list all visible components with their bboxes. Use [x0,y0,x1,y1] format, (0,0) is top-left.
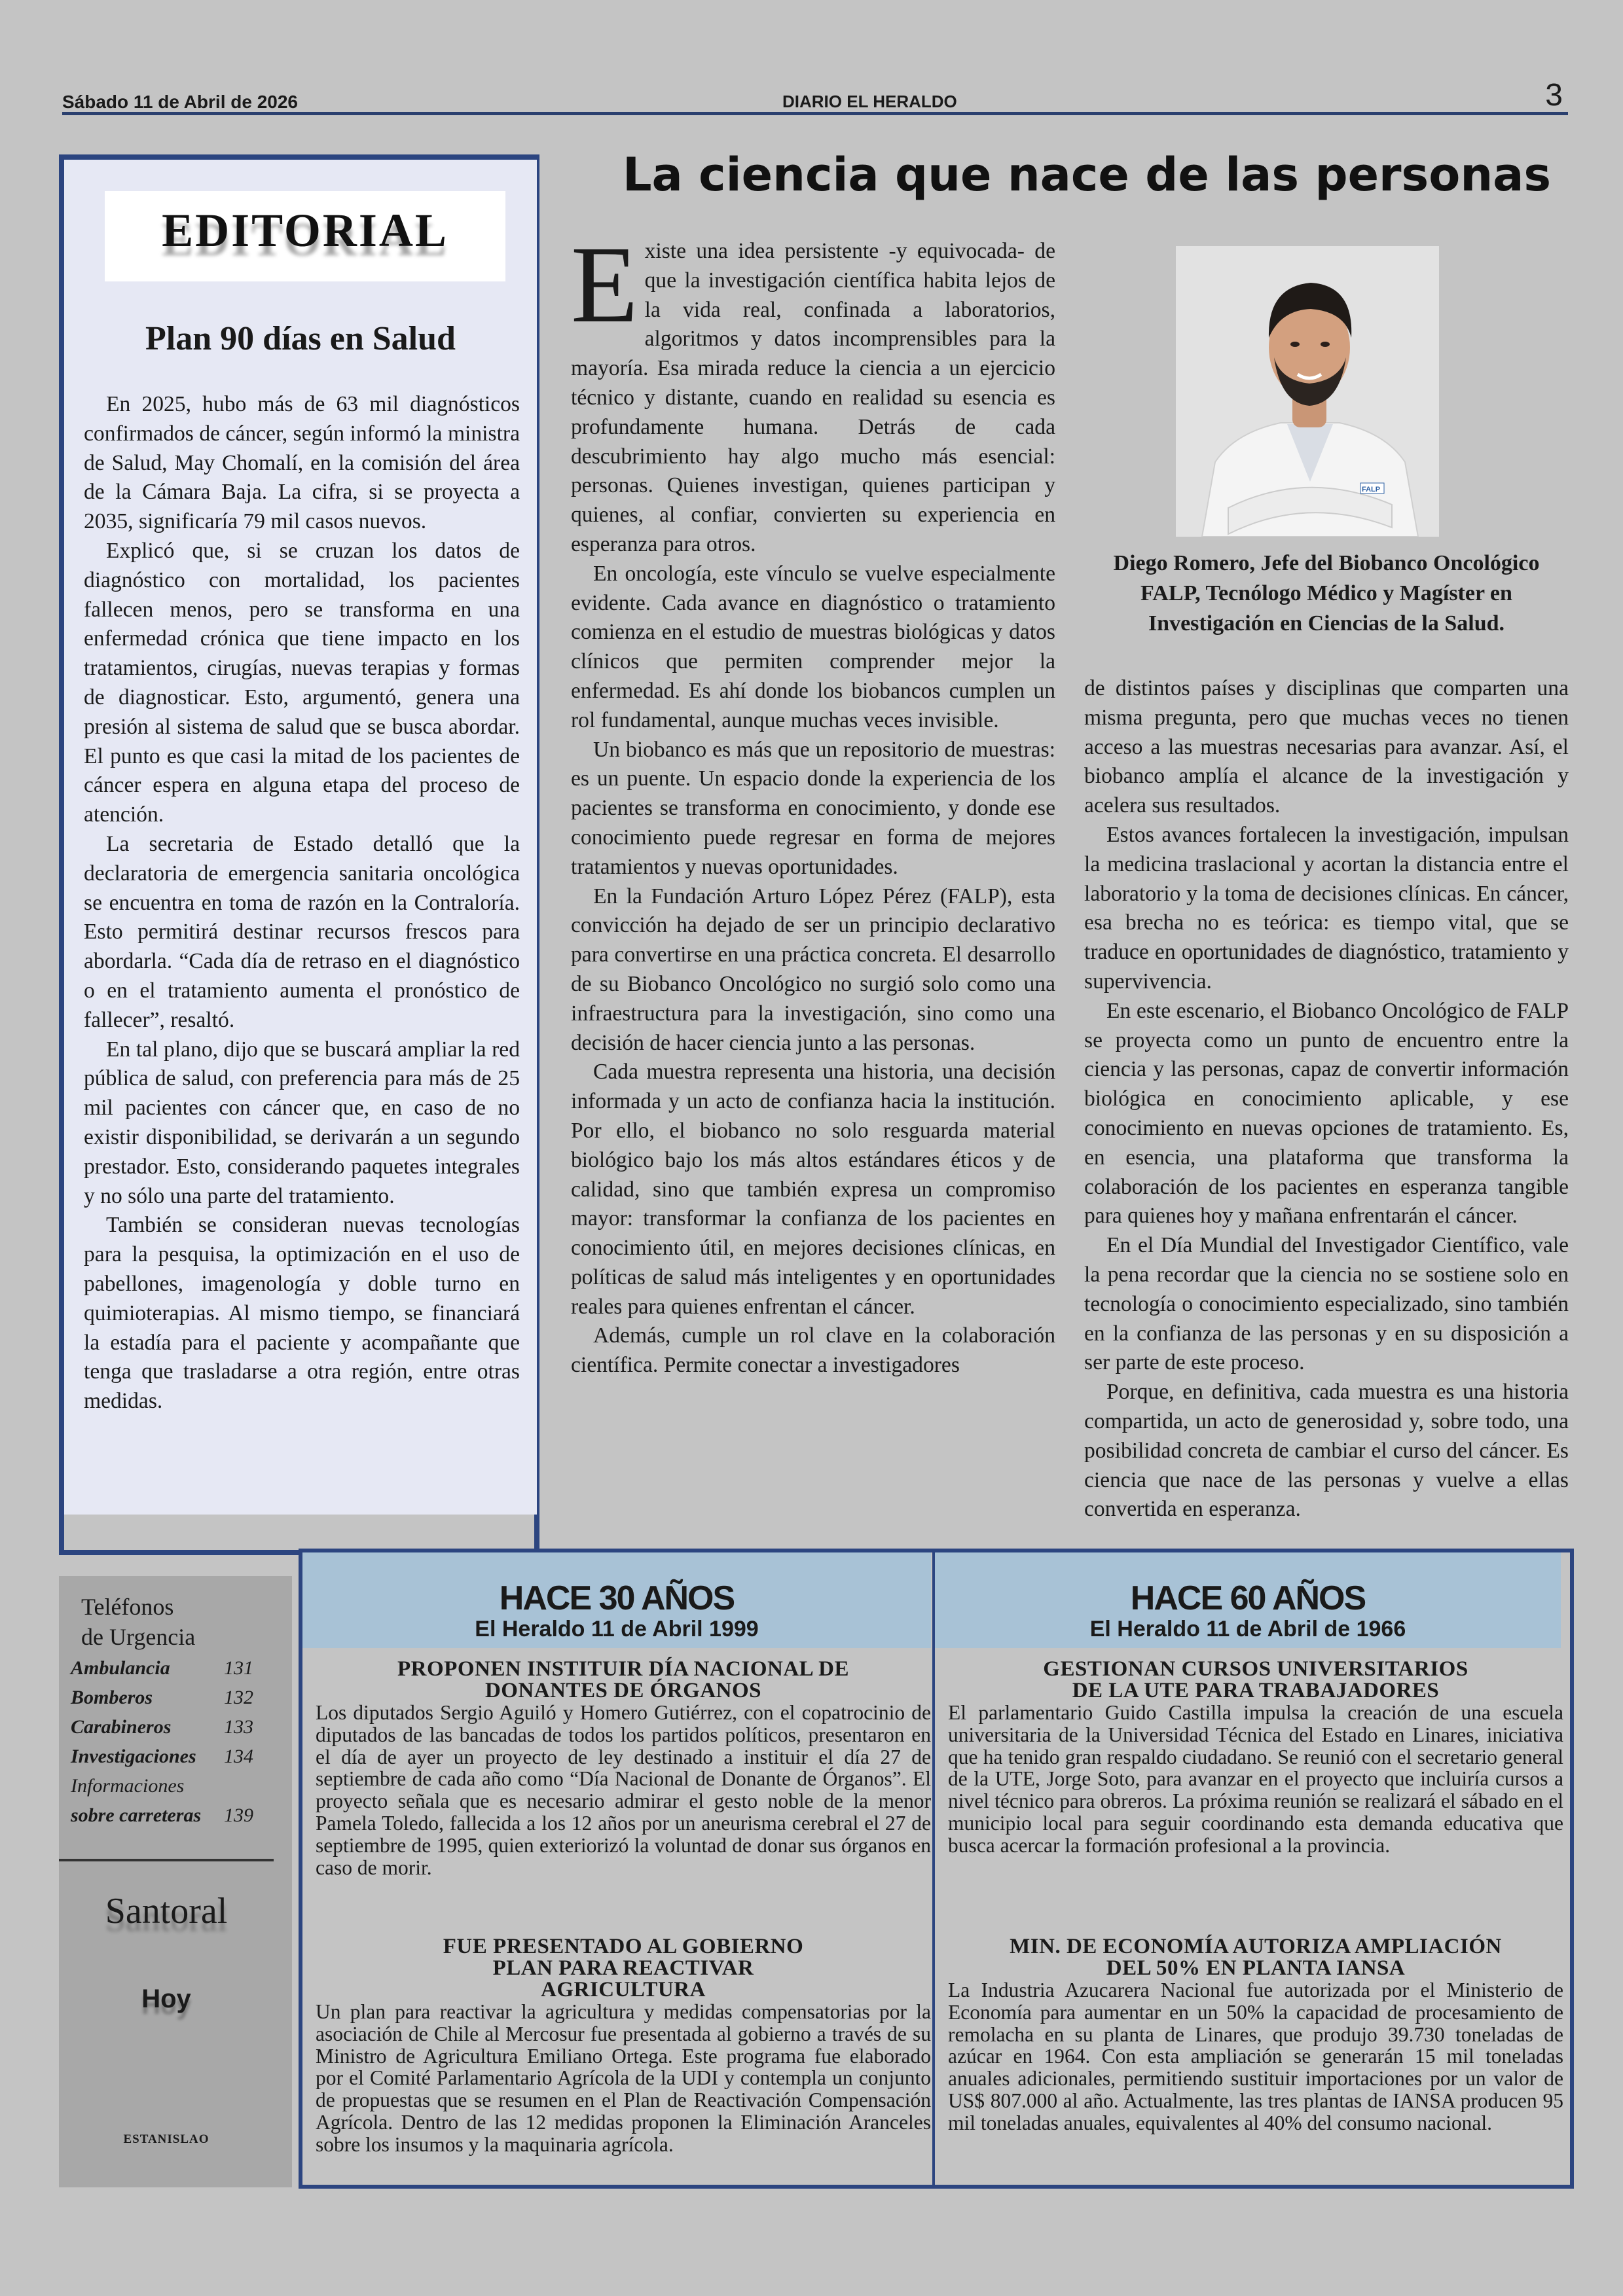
drop-cap: E [571,224,638,346]
saint-name: ESTANISLAO [123,2132,210,2146]
history-item-title: FUE PRESENTADO AL GOBIERNO PLAN PARA REACTIVAR AGRICULTURA [443,1935,804,2001]
history-item-title: PROPONEN INSTITUIR DÍA NACIONAL DE DONANTES DE ÓRGANOS [397,1657,849,1702]
article-paragraph: En el Día Mundial del Investigador Científico, vale la pena recordar que la ciencia no se sostiene solo en tecnología o conocimiento especializado, sino también en la confianza de las personas y en su disposición a ser parte de este proceso. [1084,1233,1569,1375]
history-item [948,1659,1563,1857]
article-paragraph: Estos avances fortalecen la investigación, impulsan la medicina traslacional y acortan la distancia entre el laboratorio y la toma de decisiones clínicas. En cáncer, esa brecha no es teórica: es tiempo vital, que se traduce en oportunidades de diagnóstico, tratamiento y supervivencia. [1084,822,1569,994]
history-subtitle: El Heraldo 11 de Abril de 1966 [1089,1617,1406,1641]
photo-caption: Diego Romero, Jefe del Biobanco Oncológico FALP, Tecnólogo Médico y Magíster en Investigación en Ciencias de la Salud. [1113,551,1540,636]
phone-number: 134 [224,1746,253,1767]
history-item-title: MIN. DE ECONOMÍA AUTORIZA AMPLIACIÓN DEL 50% EN PLANTA IANSA [1010,1935,1502,1980]
article-paragraph: Cada muestra representa una historia, una decisión informada y un acto de confianza hacia la institución. Por ello, el biobanco no solo resguarda material biológico bajo los más altos estándares éticos y de calidad, sino que también expresa un compromiso mayor: transformar la confianza de los pacientes en conocimiento útil, en mejores decisiones clínicas, en políticas de salud más inteligentes y en oportunidades reales para quienes enfrentan el cáncer. [571,1060,1055,1319]
article-first-paragraph [571,224,1055,560]
divider [59,1859,274,1861]
phones-title-line-1: Teléfonos [81,1594,174,1620]
phone-label: Informaciones [71,1775,185,1797]
page-header [62,77,1568,115]
phones-title-line-2: de Urgencia [81,1624,196,1650]
phone-number: 132 [224,1687,253,1708]
phone-row [71,1687,280,1716]
article-paragraph: En este escenario, el Biobanco Oncológico de FALP se proyecta como un punto de encuentro entre la ciencia y las personas, capaz de convertir información biológica en conocimiento aplicable, y ese conocimiento en nuevas opciones de tratamiento. Es, en esencia, una plataforma que transforma la colaboración de los pacientes en esperanza tangible para quienes hoy y mañana enfrentarán el cáncer. [1084,998,1569,1229]
history-panel [299,1549,1574,2189]
article-paragraph: En la Fundación Arturo López Pérez (FALP), esta convicción ha dejado de ser un principio declarativo para convertirse en una práctica concreta. El desarrollo de su Biobanco Oncológico no surgió solo como una infraestructura para la investigación, sino como una decisión de hacer ciencia junto a las personas. [571,884,1055,1055]
history-item [316,1659,931,1878]
editorial-label-box [105,191,505,281]
author-photo [1176,246,1439,537]
article-column-2 [1084,674,1569,1524]
history-60-years [932,1552,1561,2185]
phone-row [71,1746,280,1775]
editorial-paragraph: Explicó que, si se cruzan los datos de diagnóstico con mortalidad, los pacientes fallecen menos, pero se transforma en una enfermedad crónica que tiene impacto en los tratamientos, cirugías, nuevas terapias y formas de diagnosticar. Esto, argumentó, genera una presión al sistema de salud que se busca abordar. El punto es que casi la mitad de los pacientes de cáncer espera en alguna etapa del proceso de atención. [84,538,520,827]
editorial-paragraph: La secretaria de Estado detalló que la declaratoria de emergencia sanitaria oncológica se encuentra en toma de razón en la Contraloría. Esto permitirá destinar recursos frescos para abordarla. “Cada día de retraso en el diagnóstico o en el tratamiento aumenta el pronóstico de fallecer”, resaltó. [84,831,520,1032]
phone-row [71,1775,280,1804]
editorial-paragraph: En 2025, hubo más de 63 mil diagnósticos confirmados de cáncer, según informó la ministra de Salud, May Chomalí, en la comisión del área de la Cámara Baja. La cifra, si se proyecta a 2035, significaría 79 mil casos nuevos. [84,392,520,534]
phone-row [71,1657,280,1687]
history-header [935,1552,1561,1648]
history-item [948,1936,1563,2134]
history-item-text: Un plan para reactivar la agricultura y medidas compensatorias por la asociación de Chile al Mercosur fue presentada al gobierno a través de su Ministro de Agricultura Emiliano Ortega. Este programa fue elaborado por el Comité Parlamentario Agrícola de la UDI y contempla un conjunto de propuestas que se resumen en el Plan de Reactivación Compensación Agrícola. Dentro de las 12 medidas proponen la Eliminación Aranceles sobre los insumos y la maquinaria agrícola. [316,2000,931,2156]
editorial-panel [59,154,539,1555]
santoral-title: Santoral [105,1891,228,1931]
article-paragraph: Un biobanco es más que un repositorio de muestras: es un puente. Un espacio donde la experiencia de los pacientes se transforma en conocimiento, y donde ese conocimiento puede regresar en forma de mejores tratamientos y nuevas oportunidades. [571,737,1055,879]
article-column-1 [571,224,1055,1380]
phone-row [71,1804,280,1834]
article-paragraph: En oncología, este vínculo se vuelve especialmente evidente. Cada avance en diagnóstico o tratamiento comienza en el estudio de muestras biológicas y datos clínicos que permiten comprender mejor la enfermedad. Es ahí donde los biobancos cumplen un rol fundamental, aunque muchas veces invisible. [571,561,1055,732]
editorial-paragraph: En tal plano, dijo que se buscará ampliar la red pública de salud, con preferencia para más de 25 mil pacientes con cáncer que, en caso de no existir disponibilidad, se derivarán a un segundo prestador. Esto, considerando paquetes integrales y no sólo una parte del tratamiento. [84,1037,520,1208]
phone-label: Carabineros [71,1716,172,1738]
editorial-inner [64,160,537,1515]
phone-label: Ambulancia [71,1657,170,1679]
history-subtitle: El Heraldo 11 de Abril 1999 [475,1617,759,1641]
history-title: HACE 30 AÑOS [499,1579,735,1617]
issue-date: Sábado 11 de Abril de 2026 [62,92,299,112]
phone-number: 139 [224,1804,253,1826]
page-number: 3 [1545,78,1563,113]
phone-number: 133 [224,1716,253,1738]
history-item-text: El parlamentario Guido Castilla impulsa la creación de una escuela universitaria de la Universidad Técnica del Estado en Linares, iniciativa que ha tenido gran respaldo ciudadano. Se reunió con el secretario general de la UTE, Jorge Soto, para avanzar en el proyecto que incluiría cursos a nivel técnico para obreros. La próxima reunión se realizará el sábado en el municipio local para seguir coordinando esta demanda educativa que busca acercar la formación profesional a la provincia. [948,1701,1563,1857]
first-paragraph-text: xiste una idea persistente -y equivocada- de que la investigación científica habita lejos de la vida real, confinada a laboratorios, algoritmos y datos incomprensibles para la mayoría. Esa mirada reduce la ciencia a un ejercicio técnico y distante, cuando en realidad su esencia es profundamente humana. Detrás de cada descubrimiento hay algo mucho más esencial: personas. Quienes investigan, quienes participan y quienes, al confiar, convierten su experiencia en esperanza para otros. [571,239,1055,556]
editorial-paragraph: También se consideran nuevas tecnologías para la pesquisa, la optimización en el uso de pabellones, imagenología y doble turno en quimioterapias. Al mismo tiempo, se financiará la estadía para el paciente y acompañante que tenga que trasladarse a otra región, entre otras medidas. [84,1213,520,1414]
phone-row [71,1716,280,1746]
phones-list [71,1657,280,1834]
portrait-illustration [1176,246,1439,537]
phone-label: Investigaciones [71,1746,196,1767]
editorial-body [84,390,520,1416]
history-item-text: La Industria Azucarera Nacional fue autorizada por el Ministerio de Economía para aumentar en un 50% la capacidad de procesamiento de remolacha en su planta de Linares, que produjo 39.730 toneladas de azúcar en 1964. Con esta ampliación se generarán 15 mil toneladas anuales adicionales, permitiendo sustituir importaciones por un valor de US$ 807.000 al año. Actualmente, las tres plantas de IANSA producen 95 mil toneladas anuales, equivalentes al 40% del consumo nacional. [948,1979,1563,2134]
phone-label: sobre carreteras [71,1804,202,1826]
newspaper-name: DIARIO EL HERALDO [782,92,957,111]
phones-title [81,1592,195,1652]
editorial-title: Plan 90 días en Salud [145,320,456,357]
phone-number: 131 [224,1657,253,1679]
article-paragraph: Porque, en definitiva, cada muestra es una historia compartida, un acto de generosidad y, sobre todo, una posibilidad concreta de cambiar el curso del cáncer. Es ciencia que nace de las personas y vuelve a ellas convertida en esperanza. [1084,1380,1569,1522]
article-continuation: de distintos países y disciplinas que comparten una misma pregunta, pero que muchas veces no tienen acceso a las muestras necesarias para avanzar. Así, el biobanco amplía el alcance de la investigación y acelera sus resultados. [1084,676,1569,818]
history-header [302,1552,931,1648]
article-paragraph: Además, cumple un rol clave en la colaboración científica. Permite conectar a investigadores [571,1323,1055,1378]
coat-badge: FALP [1362,486,1381,493]
editorial-label: EDITORIAL [162,204,448,257]
article-headline: La ciencia que nace de las personas [622,148,1552,202]
history-30-years [302,1552,931,2185]
history-item [316,1936,931,2156]
history-title: HACE 60 AÑOS [1130,1579,1366,1617]
santoral-today: Hoy [141,1984,191,2013]
emergency-phones-panel [59,1576,292,2187]
phone-label: Bomberos [71,1687,153,1708]
history-item-text: Los diputados Sergio Aguiló y Homero Gutiérrez, con el copatrocinio de diputados de las bancadas de todos los partidos políticos, presentaron en el día de ayer un proyecto de ley destinado a instituir el día 27 de septiembre de cada año como “Día Nacional de Donante de Órganos”. El proyecto señala que es necesario admirar el gesto noble de la menor Pamela Toledo, fallecida a los 12 años por un aneurisma cerebral el 27 de septiembre de 1995, quien exteriorizó la voluntad de donar sus órganos en caso de morir. [316,1701,931,1879]
history-item-title: GESTIONAN CURSOS UNIVERSITARIOS DE LA UTE PARA TRABAJADORES [1043,1657,1468,1702]
